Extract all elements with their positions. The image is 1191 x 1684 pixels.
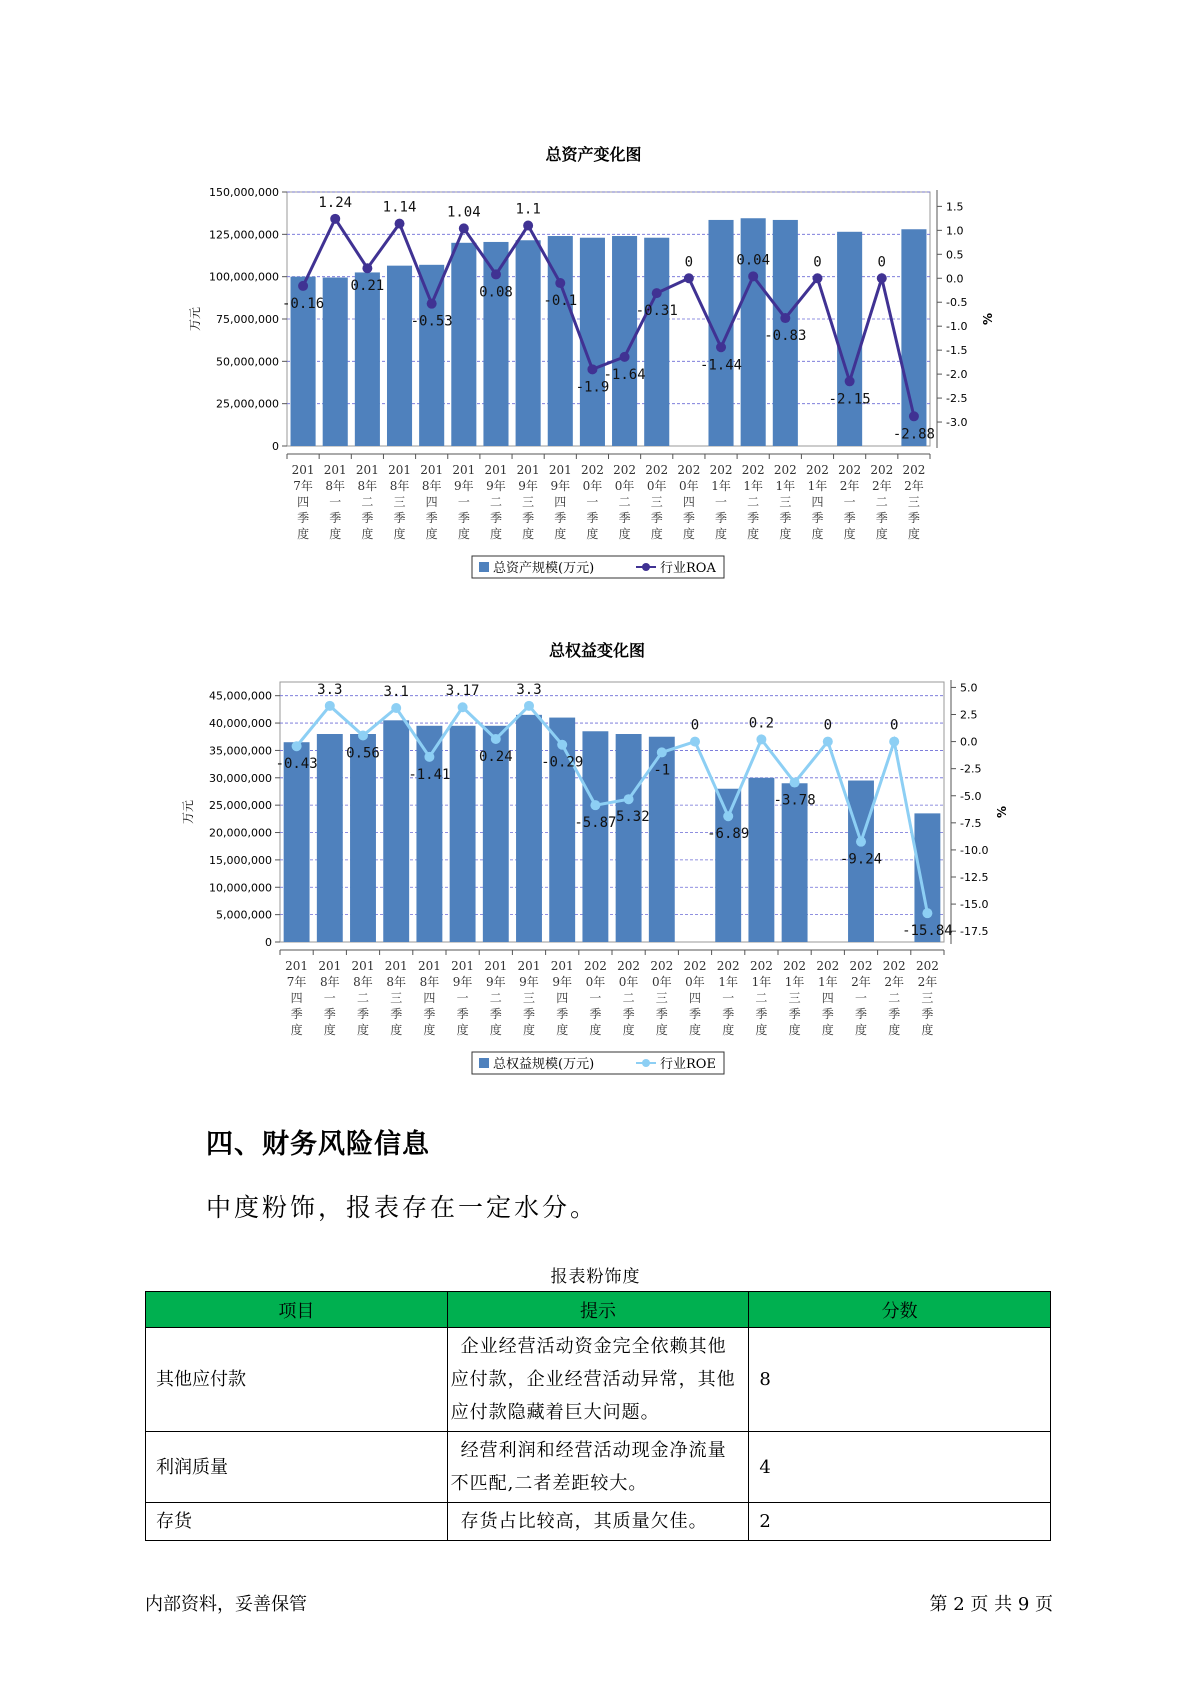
- row-item: 其他应付款: [146, 1328, 448, 1432]
- y2-tick-label: -2.0: [946, 368, 968, 382]
- line-point: [555, 278, 565, 288]
- y2-tick-label: 1.5: [946, 200, 964, 214]
- line-point: [922, 908, 932, 918]
- x-tick-label: 202 0年三季度: [650, 959, 674, 1037]
- x-tick-label: 202 0年二季度: [613, 463, 637, 541]
- line-point: [909, 411, 919, 421]
- data-label: 0: [889, 717, 899, 734]
- row-hint: 企业经营活动资金完全依赖其他应付款，企业经营活动异常，其他应付款隐藏着巨大问题。: [447, 1328, 749, 1432]
- x-tick-label: 202 0年一季度: [580, 463, 604, 541]
- line-point: [756, 734, 766, 744]
- x-tick-label: 201 8年四季度: [417, 959, 441, 1037]
- x-tick-label: 202 2年一季度: [838, 463, 862, 541]
- x-tick-label: 201 9年二季度: [484, 959, 508, 1037]
- x-tick-label: 202 1年二季度: [749, 959, 773, 1037]
- bar: [748, 778, 774, 942]
- data-label: 1.14: [382, 199, 417, 216]
- legend-bar-label: 总权益规模(万元): [493, 1057, 595, 1072]
- row-item: 存货: [146, 1503, 448, 1541]
- y2-tick-label: -7.5: [960, 816, 982, 830]
- legend: [472, 1052, 724, 1074]
- y-tick-label: 35,000,000: [209, 744, 272, 758]
- bar: [516, 715, 542, 942]
- y2-tick-label: -1.0: [946, 320, 968, 334]
- chart-title: 总资产变化图: [545, 145, 642, 164]
- line-point: [716, 342, 726, 352]
- data-label: -0.31: [635, 303, 678, 320]
- footer-confidential: 内部资料，妥善保管: [145, 1594, 307, 1615]
- x-tick-label: 201 9年二季度: [484, 463, 508, 541]
- bar: [708, 220, 733, 446]
- line-point: [395, 219, 405, 229]
- data-label: -0.16: [281, 295, 325, 312]
- total-assets-chart-svg: [0, 130, 1191, 600]
- bar: [355, 272, 380, 446]
- x-tick-label: 202 2年一季度: [849, 959, 873, 1037]
- data-label: -1: [653, 762, 671, 779]
- y-tick-label: 15,000,000: [209, 853, 272, 867]
- data-label: 0: [684, 254, 694, 271]
- x-tick-label: 202 2年二季度: [882, 959, 906, 1037]
- y2-axis-label: %: [981, 312, 995, 326]
- y2-tick-label: -1.5: [946, 344, 968, 358]
- line-point: [298, 281, 308, 291]
- y-tick-label: 0: [265, 936, 272, 949]
- row-hint: 存货占比较高，其质量欠佳。: [447, 1503, 749, 1541]
- y-tick-label: 50,000,000: [216, 355, 279, 369]
- bar: [644, 238, 669, 446]
- legend-line-label: 行业ROA: [660, 561, 716, 576]
- y2-axis-label: %: [995, 805, 1009, 819]
- line-point: [459, 223, 469, 233]
- line-point: [362, 263, 372, 273]
- line-point: [889, 737, 899, 747]
- data-label: 0.08: [479, 284, 513, 301]
- line-point: [624, 794, 634, 804]
- legend-line-marker: [642, 1059, 650, 1067]
- data-label: -6.89: [707, 826, 750, 843]
- risk-table: [145, 1291, 1051, 1541]
- y-tick-label: 20,000,000: [209, 826, 272, 840]
- table-row: [146, 1432, 1051, 1503]
- bar: [350, 734, 376, 942]
- data-label: 1.1: [515, 201, 541, 218]
- data-label: 3.3: [317, 681, 343, 698]
- x-tick-label: 202 1年二季度: [741, 463, 765, 541]
- line-point: [458, 702, 468, 712]
- legend-line-marker: [642, 563, 650, 571]
- x-tick-label: 202 1年一季度: [716, 959, 740, 1037]
- y2-tick-label: -5.0: [960, 789, 982, 803]
- bar: [516, 240, 541, 446]
- y-tick-label: 0: [272, 440, 279, 453]
- x-tick-label: 202 2年三季度: [902, 463, 926, 541]
- y-tick-label: 125,000,000: [209, 228, 279, 242]
- total-assets-chart: [0, 130, 1191, 600]
- data-label: -1.64: [603, 366, 646, 383]
- data-label: -3.78: [773, 792, 816, 809]
- line-point: [358, 731, 368, 741]
- total-equity-chart: [0, 630, 1191, 1100]
- x-tick-label: 202 2年三季度: [915, 959, 939, 1037]
- line-point: [391, 703, 401, 713]
- y-tick-label: 30,000,000: [209, 771, 272, 785]
- x-tick-label: 202 0年三季度: [645, 463, 669, 541]
- line-point: [856, 837, 866, 847]
- risk-summary: 中度粉饰，报表存在一定水分。: [206, 1193, 599, 1222]
- x-tick-label: 201 7年四季度: [291, 463, 315, 541]
- x-tick-label: 201 8年二季度: [355, 463, 379, 541]
- y2-tick-label: -0.5: [946, 296, 968, 310]
- line-point: [292, 741, 302, 751]
- x-tick-label: 202 1年一季度: [709, 463, 733, 541]
- y-axis-label: 万元: [181, 799, 195, 825]
- line-point: [557, 740, 567, 750]
- line-point: [790, 778, 800, 788]
- data-label: -0.43: [275, 756, 318, 773]
- header-score: 分数: [749, 1292, 1051, 1328]
- bar: [616, 734, 642, 942]
- y2-tick-label: -17.5: [960, 925, 989, 939]
- data-label: 0: [813, 254, 822, 271]
- bar: [419, 265, 444, 446]
- line-point: [748, 271, 758, 281]
- line-point: [723, 811, 733, 821]
- row-item: 利润质量: [146, 1432, 448, 1503]
- data-label: 3.17: [445, 683, 480, 700]
- legend-bar-swatch: [479, 1058, 489, 1068]
- y-tick-label: 5,000,000: [216, 908, 272, 922]
- y2-tick-label: 0.0: [960, 735, 978, 749]
- y-axis-label: 万元: [188, 306, 202, 332]
- bar: [549, 718, 575, 942]
- x-tick-label: 201 9年三季度: [516, 463, 540, 541]
- data-label: -15.84: [902, 923, 953, 940]
- header-item: 项目: [146, 1292, 448, 1328]
- y-tick-label: 150,000,000: [209, 186, 279, 199]
- line-point: [812, 273, 822, 283]
- x-tick-label: 201 9年四季度: [550, 959, 574, 1037]
- data-label: -2.15: [828, 391, 871, 408]
- row-score: 8: [749, 1328, 1051, 1432]
- data-label: -0.29: [541, 754, 584, 771]
- x-tick-label: 202 0年四季度: [677, 463, 701, 541]
- data-label: 0.24: [478, 748, 513, 765]
- data-label: -5.32: [607, 809, 650, 826]
- data-label: -0.1: [543, 293, 578, 310]
- table-caption: 报表粉饰度: [550, 1267, 641, 1287]
- y2-tick-label: 0.0: [946, 272, 964, 286]
- y-tick-label: 75,000,000: [216, 313, 279, 326]
- y-tick-label: 45,000,000: [209, 689, 272, 703]
- data-label: -1.41: [408, 766, 451, 783]
- bar: [837, 232, 862, 446]
- x-tick-label: 202 1年四季度: [806, 463, 829, 541]
- y2-tick-label: -2.5: [946, 392, 968, 406]
- y2-tick-label: 0.5: [946, 248, 964, 262]
- data-label: -5.87: [574, 815, 617, 832]
- data-label: 1.04: [446, 204, 481, 221]
- x-tick-label: 201 8年一季度: [318, 959, 342, 1037]
- legend: [472, 556, 724, 578]
- data-label: -1.44: [699, 357, 743, 374]
- bar: [383, 720, 409, 942]
- y2-tick-label: -2.5: [960, 762, 982, 776]
- y-tick-label: 100,000,000: [209, 270, 279, 284]
- line-point: [823, 737, 833, 747]
- data-label: 3.1: [383, 684, 409, 700]
- data-label: 0: [690, 717, 700, 734]
- bar: [450, 726, 476, 942]
- y2-tick-label: 2.5: [960, 708, 978, 722]
- data-label: 0.04: [736, 252, 771, 269]
- line-point: [491, 269, 501, 279]
- y-tick-label: 25,000,000: [216, 397, 279, 411]
- row-hint: 经营利润和经营活动现金净流量不匹配,二者差距较大。: [447, 1432, 749, 1503]
- line-point: [424, 752, 434, 762]
- line-point: [780, 313, 790, 323]
- line-point: [325, 701, 335, 711]
- bar: [582, 731, 608, 942]
- x-tick-label: 202 0年四季度: [683, 959, 707, 1037]
- bar: [387, 266, 412, 446]
- bar: [317, 734, 343, 942]
- x-tick-label: 202 1年三季度: [773, 463, 797, 541]
- data-label: -1.9: [575, 379, 610, 396]
- table-row: [146, 1503, 1051, 1541]
- line-point: [690, 737, 700, 747]
- data-label: -0.83: [764, 328, 807, 345]
- data-label: -0.53: [410, 313, 453, 330]
- data-label: 1.24: [318, 194, 353, 211]
- y2-tick-label: 5.0: [960, 681, 978, 695]
- x-tick-label: 201 8年四季度: [420, 463, 444, 541]
- legend-bar-label: 总资产规模(万元): [493, 561, 595, 576]
- data-label: 3.3: [516, 681, 542, 698]
- line-point: [877, 273, 887, 283]
- chart-title: 总权益变化图: [548, 641, 646, 660]
- header-hint: 提示: [447, 1292, 749, 1328]
- x-tick-label: 201 9年三季度: [517, 959, 541, 1037]
- data-label: 0.56: [346, 745, 380, 762]
- x-tick-label: 202 0年一季度: [583, 959, 607, 1037]
- bar: [451, 243, 476, 446]
- line-point: [620, 352, 630, 362]
- data-label: 0: [877, 254, 886, 271]
- legend-line-label: 行业ROE: [660, 1057, 716, 1072]
- line-point: [523, 221, 533, 231]
- y-tick-label: 10,000,000: [209, 881, 272, 895]
- x-tick-label: 201 8年一季度: [323, 463, 347, 541]
- line-point: [330, 214, 340, 224]
- legend-bar-swatch: [479, 562, 489, 572]
- y-tick-label: 25,000,000: [209, 799, 272, 813]
- line-point: [587, 364, 597, 374]
- line-point: [845, 376, 855, 386]
- bar: [323, 278, 348, 446]
- x-tick-label: 201 8年二季度: [351, 959, 375, 1037]
- section-title: 四、财务风险信息: [206, 1129, 430, 1160]
- x-tick-label: 202 2年二季度: [870, 463, 894, 541]
- line-point: [657, 747, 667, 757]
- line-point: [427, 299, 437, 309]
- total-equity-chart-svg: [0, 630, 1191, 1100]
- x-tick-label: 201 8年三季度: [388, 463, 411, 541]
- data-label: -9.24: [839, 851, 883, 868]
- data-label: 0: [823, 717, 833, 734]
- line-point: [652, 288, 662, 298]
- x-tick-label: 201 7年四季度: [285, 959, 309, 1037]
- data-label: 0.2: [748, 715, 775, 732]
- y2-tick-label: -10.0: [960, 843, 989, 857]
- data-label: -2.88: [892, 426, 936, 443]
- table-row: [146, 1328, 1051, 1432]
- y2-tick-label: 1.0: [946, 224, 964, 238]
- row-score: 4: [749, 1432, 1051, 1503]
- line-point: [491, 734, 501, 744]
- y2-tick-label: -15.0: [960, 898, 989, 912]
- row-score: 2: [749, 1503, 1051, 1541]
- x-tick-label: 202 0年二季度: [617, 959, 641, 1037]
- footer-page-number: 第 2 页 共 9 页: [929, 1594, 1053, 1615]
- x-tick-label: 202 1年三季度: [783, 959, 807, 1037]
- x-tick-label: 201 9年一季度: [452, 463, 476, 541]
- x-tick-label: 201 9年一季度: [451, 959, 475, 1037]
- line-point: [684, 273, 694, 283]
- y2-tick-label: -12.5: [960, 871, 989, 884]
- y2-tick-label: -3.0: [946, 416, 968, 430]
- table-header-row: [146, 1292, 1051, 1328]
- x-tick-label: 201 9年四季度: [548, 463, 572, 541]
- x-tick-label: 201 8年三季度: [384, 959, 408, 1037]
- x-tick-label: 202 1年四季度: [816, 959, 840, 1037]
- line-point: [590, 800, 600, 810]
- data-label: 0.21: [350, 278, 385, 295]
- line-point: [524, 701, 534, 711]
- y-tick-label: 40,000,000: [209, 717, 272, 731]
